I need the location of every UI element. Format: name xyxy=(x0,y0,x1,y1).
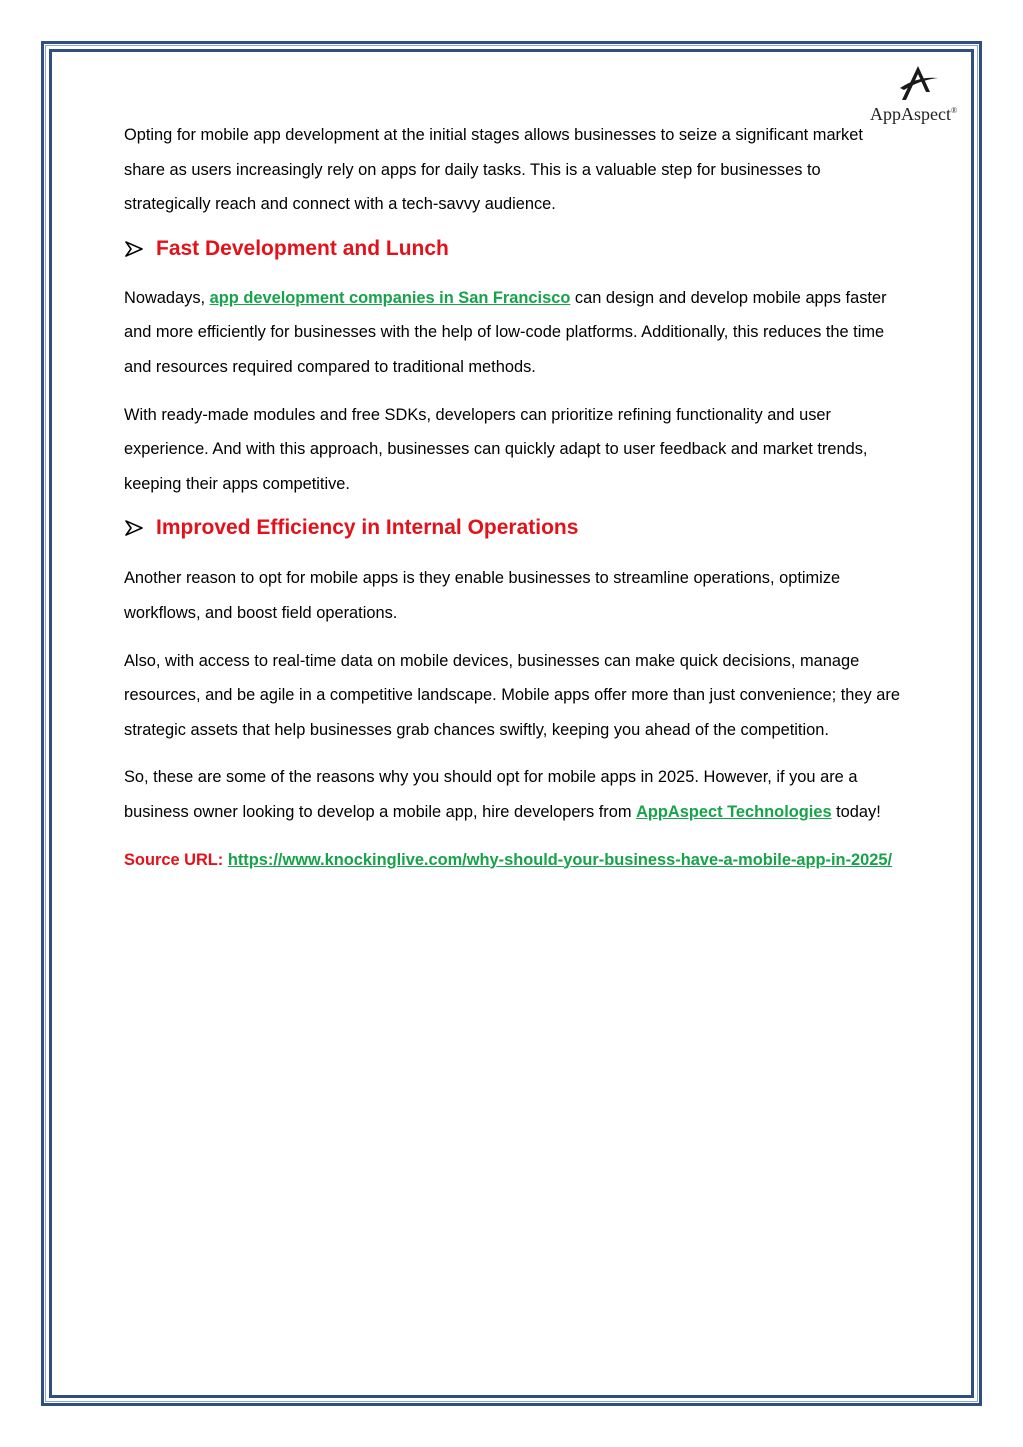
source-url-link[interactable]: https://www.knockinglive.com/why-should-your-business-have-a-mobile-app-in-2025/ xyxy=(227,850,893,869)
paragraph-ready-made-modules: With ready-made modules and free SDKs, developers can prioritize refining functionality and user experience. And with this approach, businesses can quickly adapt to user feedback and market trends, keeping their apps competitive. xyxy=(124,405,868,493)
paragraph-intro: Opting for mobile app development at the initial stages allows businesses to seize a significant market share as users increasingly rely on apps for daily tasks. This is a valuable step for businesses to strategically reach and connect with a tech-savvy audience. xyxy=(124,126,863,214)
link-app-development-companies[interactable]: app development companies in San Francisco xyxy=(209,288,571,307)
link-appaspect-technologies[interactable]: AppAspect Technologies xyxy=(636,802,832,821)
paragraph-streamline-operations: Another reason to opt for mobile apps is they enable businesses to streamline operations, optimize workflows, and boost field operations. xyxy=(124,569,841,622)
paragraph-real-time-data: Also, with access to real-time data on mobile devices, businesses can make quick decisions, manage resources, and be agile in a competitive landscape. Mobile apps offer more than just convenience; they are strategic assets that help businesses grab chances swiftly, keeping you ahead of the competition. xyxy=(124,651,900,739)
paragraph-conclusion: So, these are some of the reasons why you should opt for mobile apps in 2025. However, if you are a business owner looking to develop a mobile app, hire developers from AppAspect Technologies today! xyxy=(124,768,881,821)
heading-fast-development: Fast Development and Lunch xyxy=(124,235,904,263)
source-url-label: Source URL: xyxy=(124,850,224,869)
paragraph-nowadays: Nowadays, app development companies in San Francisco can design and develop mobile apps faster and more efficiently for businesses with the help of low-code platforms. Additionally, this reduces the time and resources required compared to traditional methods. xyxy=(124,288,887,376)
logo-wordmark: AppAspect® xyxy=(870,104,958,124)
heading-improved-efficiency: Improved Efficiency in Internal Operations xyxy=(124,514,904,542)
appaspect-logo-mark-icon xyxy=(896,64,940,102)
source-url-line xyxy=(124,843,904,878)
arrow-bullet-icon xyxy=(124,238,146,260)
arrow-bullet-icon xyxy=(124,517,146,539)
document-body xyxy=(124,118,904,890)
